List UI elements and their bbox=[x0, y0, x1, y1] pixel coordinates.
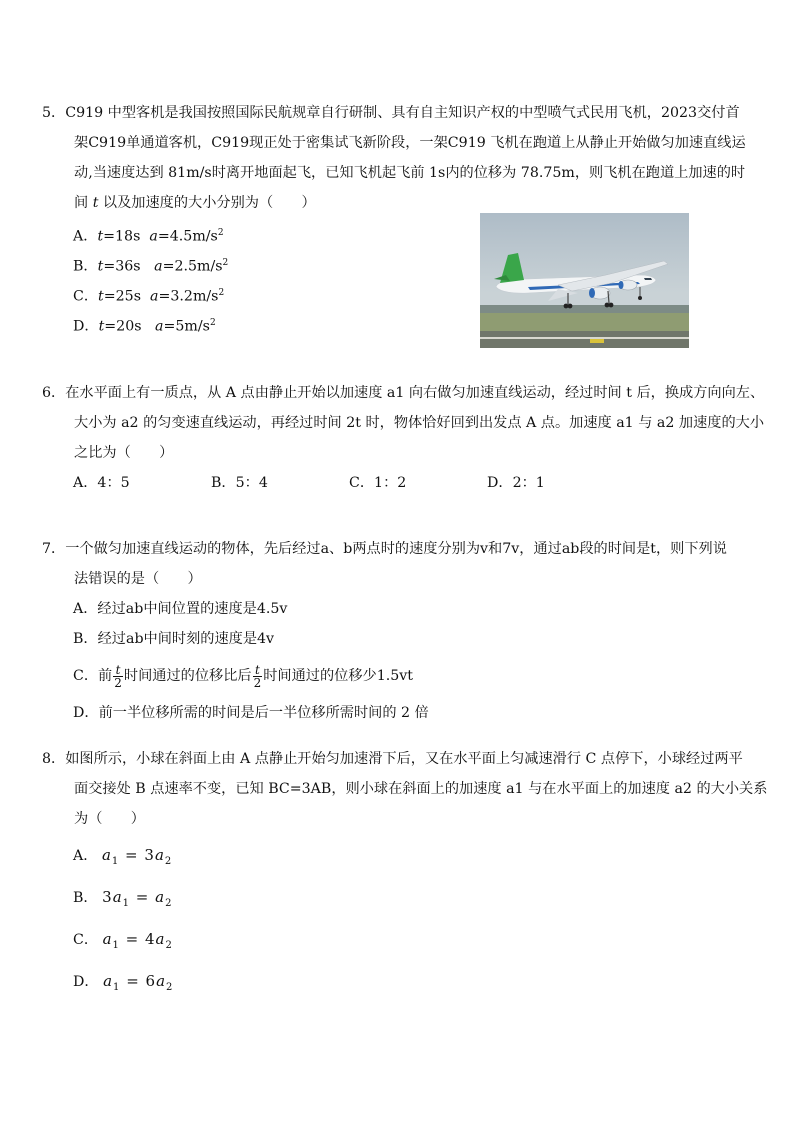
option-label: B． bbox=[73, 258, 98, 275]
fraction-t-over-2: $\frac{t}{2}$ bbox=[114, 662, 122, 690]
q5-option-b[interactable]: B．t=36s $a=2.5m/s^2$ bbox=[73, 258, 229, 275]
q8-option-a[interactable] bbox=[42, 834, 767, 876]
q7-option-c[interactable]: C．前 $\frac{t}{2}$ 时间通过的位移比后 $\frac{t}{2}$ 时间通过的位移少1.5vt bbox=[73, 662, 413, 690]
q6-line-2: 大小为 a2 的匀变速直线运动，再经过时间 2t 时，物体恰好回到出发点 A 点。加速度 a1 与 a2 加速度的大小 bbox=[74, 415, 765, 431]
q5-line-4-text: 以及加速度的大小分别为（ ） bbox=[102, 195, 316, 211]
q7-option-a[interactable]: A．经过ab中间位置的速度是4.5v bbox=[73, 601, 288, 617]
q8-option-c[interactable] bbox=[42, 918, 767, 960]
q8-line-2: 面交接处 B 点速率不变，已知 BC=3AB，则小球在斜面上的加速度 a1 与在水平面上的加速度 a2 的大小关系 bbox=[74, 781, 768, 797]
option-a-val: 3.2m/s bbox=[170, 288, 219, 305]
q7-option-d[interactable]: D．前一半位移所需的时间是后一半位移所需时间的 2 倍 bbox=[73, 705, 429, 721]
option-label: D． bbox=[73, 318, 99, 335]
q5-line-3: 动,当速度达到 81m/s时离开地面起飞，已知飞机起飞前 1s内的位移为 78.75m，则飞机在跑道上加速的时 bbox=[74, 165, 746, 181]
q6-line-3: 之比为（ ） bbox=[74, 445, 174, 461]
option-t: 36s bbox=[115, 258, 141, 275]
option-label: D． bbox=[73, 974, 99, 990]
question-7 bbox=[42, 534, 727, 728]
option-t: 18s bbox=[115, 228, 141, 245]
option-a-val: 2.5m/s bbox=[174, 258, 223, 275]
q6-option-c[interactable]: C．1：2 bbox=[349, 475, 407, 491]
q6-line-1: 6．在水平面上有一质点，从 A 点由静止开始以加速度 a1 向右做匀加速直线运动，经过时间 t 后，换成方向向左、 bbox=[42, 385, 765, 401]
q5-option-a[interactable]: A．t=18s $a=4.5m/s^2$ bbox=[73, 228, 224, 245]
fraction-t-over-2: $\frac{t}{2}$ bbox=[253, 662, 262, 690]
option-label: B． bbox=[73, 890, 98, 906]
option-label: C． bbox=[73, 932, 99, 948]
q8-option-b[interactable] bbox=[42, 876, 767, 918]
option-expression: $a_1 = 6a_2$ bbox=[103, 972, 174, 993]
q6-option-b[interactable]: B．5：4 bbox=[211, 475, 268, 491]
q8-line-1: 8．如图所示，小球在斜面上由 A 点静止开始匀加速滑下后，又在水平面上匀减速滑行 C 点停下，小球经过两平 bbox=[42, 751, 743, 767]
option-label: A． bbox=[73, 228, 98, 245]
q5-option-d[interactable]: D．t=20s $a=5m/s^2$ bbox=[73, 318, 216, 335]
q5-line-4: 间 t 以及加速度的大小分别为（ ） bbox=[74, 195, 316, 211]
q7-line-2: 法错误的是（ ） bbox=[74, 571, 202, 587]
option-t: 25s bbox=[115, 288, 141, 305]
option-expression: $a_1 = 4a_2$ bbox=[102, 930, 173, 951]
option-a-val: 5m/s bbox=[175, 318, 210, 335]
q8-option-d[interactable] bbox=[42, 960, 767, 1002]
option-label: A． bbox=[73, 848, 98, 864]
q5-option-c[interactable]: C．t=25s $a=3.2m/s^2$ bbox=[73, 288, 225, 305]
option-t: 20s bbox=[116, 318, 142, 335]
q6-options bbox=[42, 468, 764, 498]
q8-line-3: 为（ ） bbox=[74, 811, 145, 827]
option-expression: $3a_1 = a_2$ bbox=[102, 888, 173, 909]
q7-option-b[interactable]: B．经过ab中间时刻的速度是4v bbox=[73, 631, 275, 647]
question-8 bbox=[42, 744, 767, 1002]
q5-line-1: 5．C919 中型客机是我国按照国际民航规章自行研制、具有自主知识产权的中型喷气式民用飞机，2023交付首 bbox=[42, 105, 740, 121]
question-6 bbox=[42, 378, 764, 498]
q6-option-a[interactable]: A．4：5 bbox=[73, 475, 130, 491]
option-a-val: 4.5m/s bbox=[169, 228, 218, 245]
option-label: C． bbox=[73, 288, 99, 305]
c919-airplane-photo bbox=[480, 213, 689, 348]
q6-option-d[interactable]: D．2：1 bbox=[487, 475, 545, 491]
q5-line-2: 架C919单通道客机，C919现正处于密集试飞新阶段，一架C919 飞机在跑道上从静止开始做匀加速直线运 bbox=[74, 135, 746, 151]
q7-line-1: 7．一个做匀加速直线运动的物体，先后经过a、b两点时的速度分别为v和7v，通过ab段的时间是t，则下列说 bbox=[42, 541, 727, 557]
option-expression: $a_1 = 3a_2$ bbox=[101, 846, 173, 867]
